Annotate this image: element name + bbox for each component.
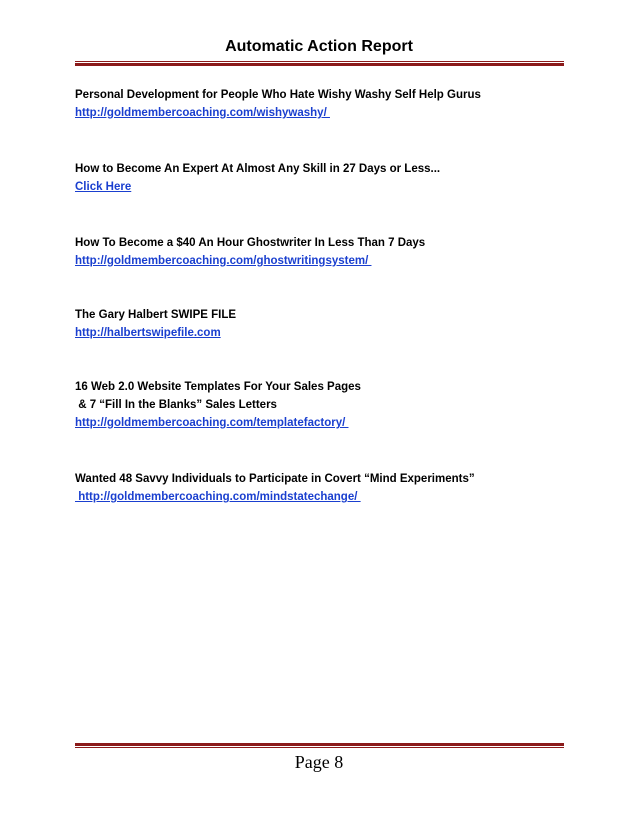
list-item — [75, 378, 565, 432]
list-item — [75, 234, 565, 270]
entry-title: 16 Web 2.0 Website Templates For Your Sales Pages — [75, 381, 361, 393]
entry-link[interactable]: http://goldmembercoaching.com/mindstatechange/ — [75, 491, 361, 503]
footer-rule — [75, 743, 564, 748]
entry-title: How To Become a $40 An Hour Ghostwriter In Less Than 7 Days — [75, 237, 426, 249]
entry-link[interactable]: http://goldmembercoaching.com/wishywashy/ — [75, 107, 330, 119]
entry-title: The Gary Halbert SWIPE FILE — [75, 309, 237, 321]
page-title: Automatic Action Report — [225, 38, 413, 55]
entry-title: How to Become An Expert At Almost Any Skill in 27 Days or Less... — [75, 163, 441, 175]
list-item — [75, 86, 565, 122]
list-item — [75, 160, 565, 196]
list-item — [75, 470, 565, 506]
entry-link[interactable]: Click Here — [75, 181, 132, 193]
entry-link[interactable]: http://halbertswipefile.com — [75, 327, 221, 339]
entry-link[interactable]: http://goldmembercoaching.com/ghostwritingsystem/ — [75, 255, 372, 267]
entry-link[interactable]: http://goldmembercoaching.com/templatefactory/ — [75, 417, 349, 429]
page-number: Page 8 — [294, 752, 344, 772]
entry-title: Wanted 48 Savvy Individuals to Participate in Covert “Mind Experiments” — [75, 473, 475, 485]
entry-title-line-2: & 7 “Fill In the Blanks” Sales Letters — [75, 399, 277, 411]
entry-title: Personal Development for People Who Hate Wishy Washy Self Help Gurus — [75, 89, 481, 101]
list-item — [75, 306, 565, 342]
header-rule — [75, 61, 564, 66]
